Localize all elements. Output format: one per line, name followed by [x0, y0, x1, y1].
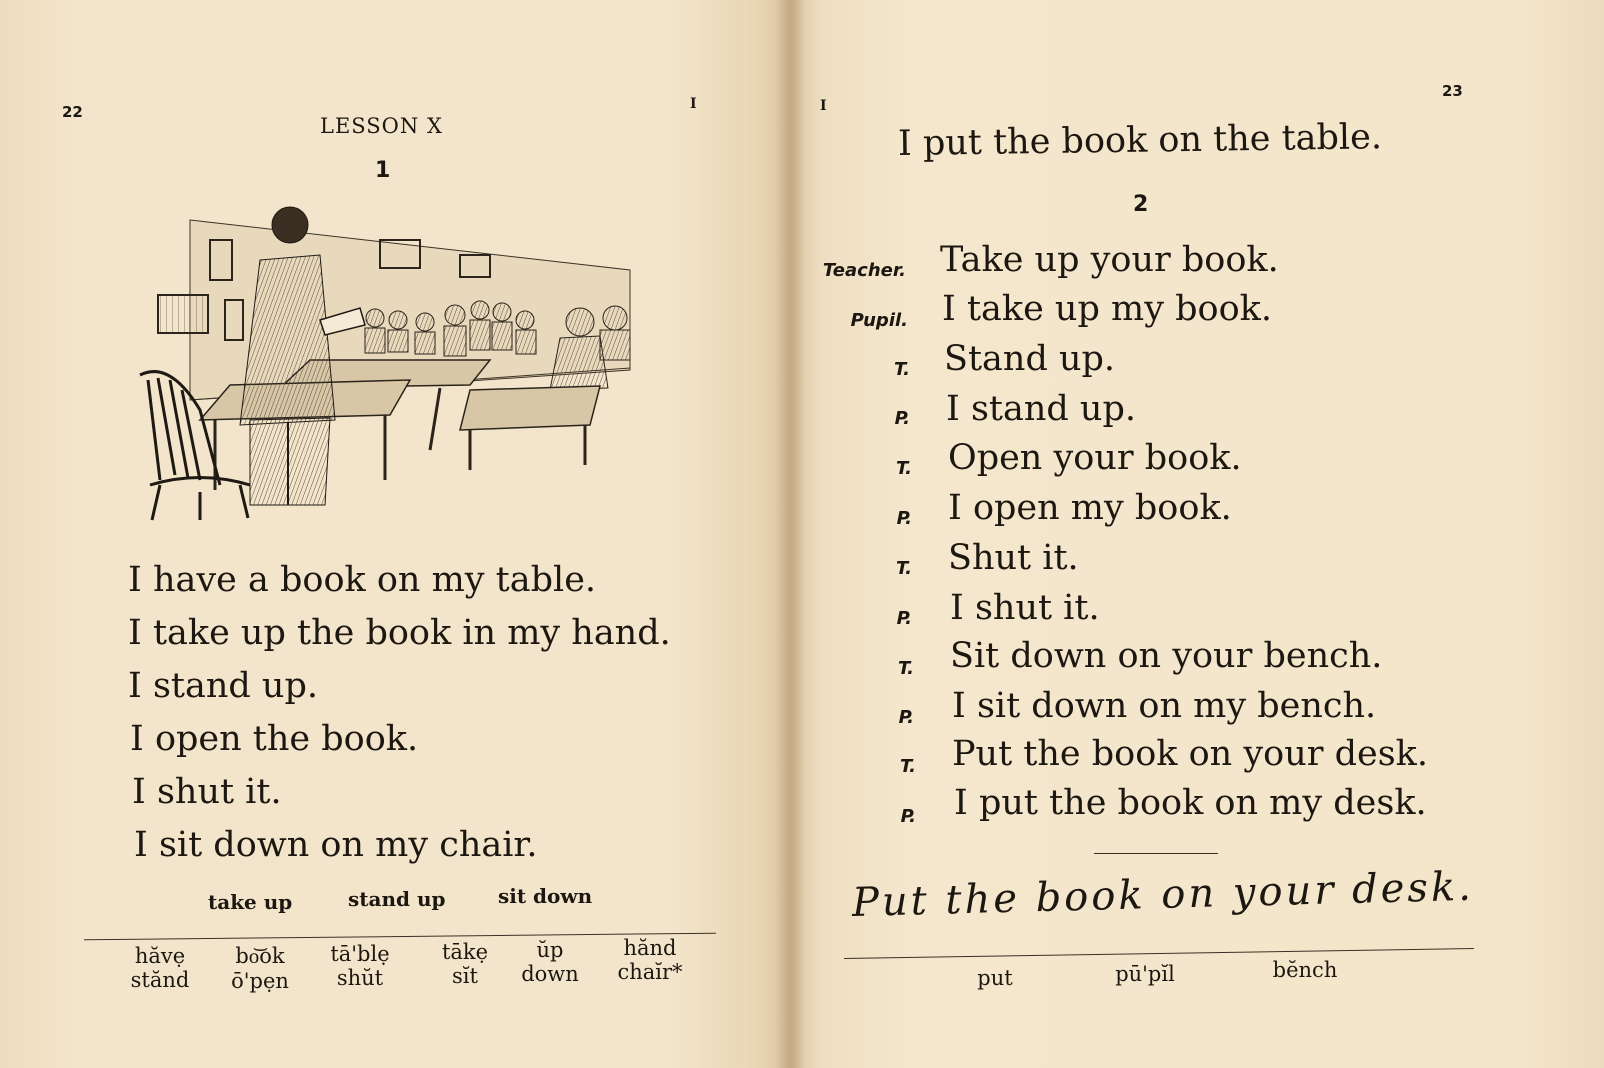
vocab-word: tākẹ [441, 940, 489, 964]
phrase-sit-down: sit down [498, 884, 593, 908]
phrase-take-up: take up [208, 890, 293, 914]
dialog-line: Put the book on your desk. [952, 734, 1429, 774]
speaker-label: P. [898, 707, 914, 728]
speaker-label: P. [894, 408, 910, 429]
reading-line-5: I shut it. [132, 772, 282, 812]
vocab-word: put [977, 966, 1013, 990]
intro-line: I put the book on the table. [897, 117, 1383, 164]
dialog-line: I sit down on my bench. [952, 686, 1377, 726]
vocab-word: pū'pĭl [1115, 962, 1175, 986]
dialog-line: I take up my book. [942, 289, 1272, 329]
vocab-word: tā'blẹ [330, 942, 390, 966]
vocab-column-5 [500, 938, 600, 986]
vocab-word: ō'pẹn [231, 969, 289, 993]
vocab-word: down [521, 962, 579, 986]
vocab-column-1 [110, 944, 210, 992]
vocab-word: bĕnch [1272, 958, 1338, 982]
section-number-1: 1 [375, 158, 391, 183]
reading-line-4: I open the book. [130, 719, 419, 759]
section-number-2: 2 [1133, 192, 1149, 217]
vocab-column-3 [310, 942, 410, 990]
reading-line-1: I have a book on my table. [128, 560, 597, 600]
speaker-label: T. [899, 756, 916, 777]
vocab-rule-right [844, 948, 1474, 959]
dialog-line: Shut it. [948, 538, 1079, 578]
corner-mark-left: I [690, 96, 697, 112]
reading-line-2: I take up the book in my hand. [128, 613, 671, 653]
right-page [790, 0, 1604, 1068]
speaker-label: P. [896, 608, 912, 629]
vocab-word: chaĭr* [617, 960, 683, 984]
reading-line-6: I sit down on my chair. [134, 825, 538, 865]
vocab-column-2 [210, 944, 310, 993]
speaker-label: P. [900, 806, 916, 827]
dialog-line: I shut it. [950, 588, 1100, 628]
classroom-illustration [130, 200, 650, 525]
left-page [0, 0, 790, 1068]
dialog-line: Stand up. [944, 339, 1116, 379]
dialog-line: I put the book on my desk. [954, 783, 1427, 823]
short-divider [1094, 853, 1218, 854]
vocab-word: hănd [623, 936, 677, 960]
dialog-line: I open my book. [948, 488, 1232, 528]
speaker-label: T. [895, 558, 912, 579]
dialog-line: Open your book. [948, 438, 1242, 478]
speaker-label: T. [893, 359, 910, 380]
speaker-label: Teacher. [822, 260, 906, 281]
vocab-word: bo͝ok [235, 944, 285, 968]
dialog-line: I stand up. [946, 389, 1136, 429]
speaker-label: T. [897, 658, 914, 679]
speaker-label: P. [896, 508, 912, 529]
vocab-word: hăvẹ [134, 944, 186, 968]
vocab-column-6 [600, 936, 700, 984]
page-number-left: 22 [62, 103, 83, 121]
reading-line-3: I stand up. [128, 666, 318, 706]
phrase-stand-up: stand up [348, 887, 446, 911]
page-number-right: 23 [1442, 82, 1463, 100]
speaker-label: T. [895, 458, 912, 479]
classroom-engraving [130, 200, 650, 525]
lesson-title: LESSON X [320, 114, 443, 138]
vocab-word: shŭt [336, 966, 384, 990]
speaker-label: Pupil. [850, 310, 908, 331]
corner-mark-right: I [820, 98, 827, 114]
cursive-line: Put the book on your desk. [851, 863, 1475, 926]
book-gutter [775, 0, 805, 1068]
vocab-word: stănd [130, 968, 190, 992]
dialog-line: Take up your book. [940, 240, 1279, 280]
vocab-word: ŭp [536, 938, 564, 962]
vocab-word: sĭt [452, 964, 478, 988]
dialog-line: Sit down on your bench. [950, 636, 1383, 676]
